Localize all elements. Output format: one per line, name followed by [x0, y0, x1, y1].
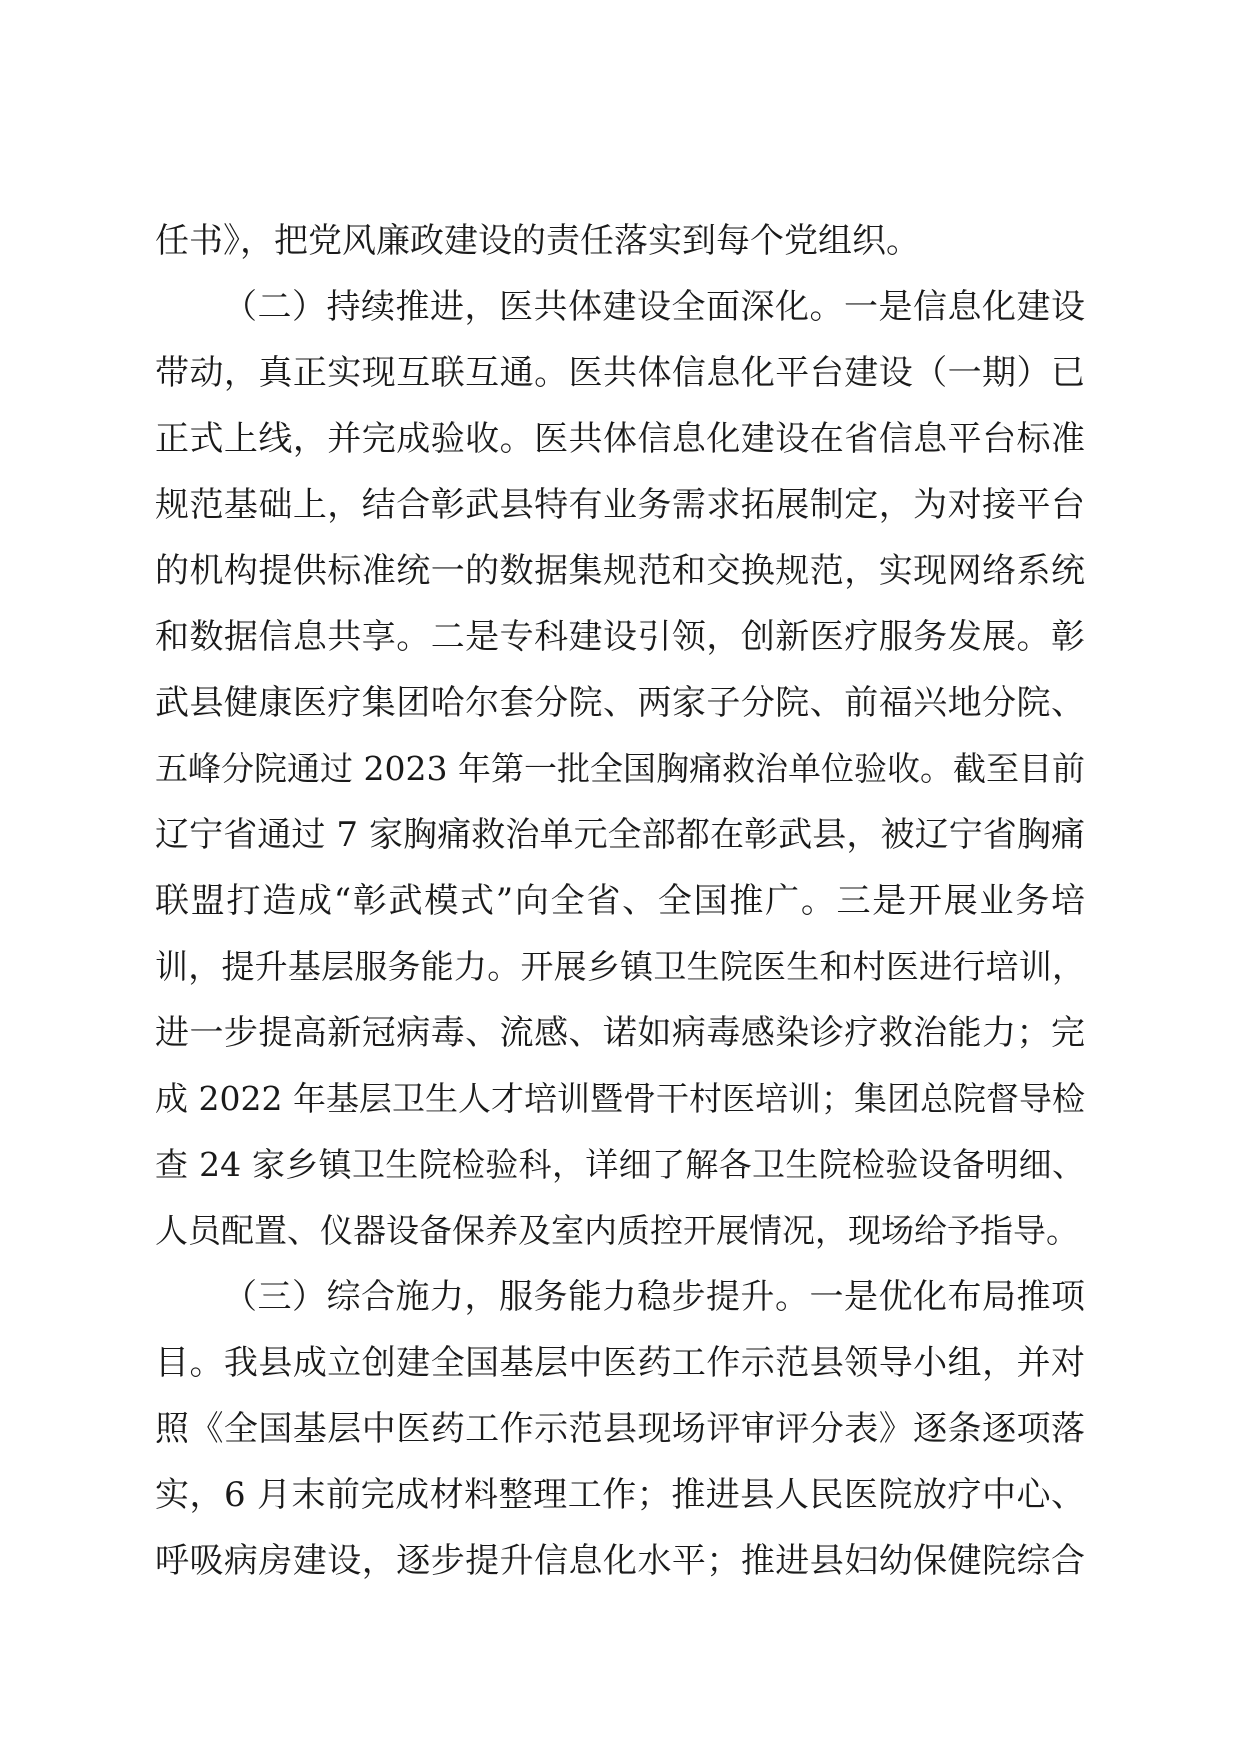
text-line: 照《全国基层中医药工作示范县现场评审评分表》逐条逐项落 [155, 1409, 1085, 1449]
text-line: 规范基础上，结合彰武县特有业务需求拓展制定，为对接平台 [155, 485, 1085, 525]
text-line: 查 24 家乡镇卫生院检验科，详细了解各卫生院检验设备明细、 [155, 1145, 1085, 1184]
paragraph-heading-line: （三）综合施力，服务能力稳步提升。一是优化布局推项 [223, 1277, 1085, 1317]
text-line: 呼吸病房建设，逐步提升信息化水平；推进县妇幼保健院综合 [155, 1541, 1085, 1581]
text-line: 实，6 月末前完成材料整理工作；推进县人民医院放疗中心、 [155, 1475, 1085, 1515]
text-line: 五峰分院通过 2023 年第一批全国胸痛救治单位验收。截至目前 [155, 749, 1085, 788]
text-line: 人员配置、仪器设备保养及室内质控开展情况，现场给予指导。 [155, 1211, 1079, 1250]
text-line: 武县健康医疗集团哈尔套分院、两家子分院、前福兴地分院、 [155, 683, 1085, 723]
text-line: 成 2022 年基层卫生人才培训暨骨干村医培训；集团总院督导检 [155, 1079, 1085, 1118]
body-text [155, 208, 1085, 1594]
text-line: 进一步提高新冠病毒、流感、诺如病毒感染诊疗救治能力；完 [155, 1013, 1085, 1053]
paragraph-heading-line: （二）持续推进，医共体建设全面深化。一是信息化建设 [223, 287, 1085, 327]
text-line: 训，提升基层服务能力。开展乡镇卫生院医生和村医进行培训， [155, 947, 1085, 986]
text-line: 正式上线，并完成验收。医共体信息化建设在省信息平台标准 [155, 419, 1085, 459]
text-line: 和数据信息共享。二是专科建设引领，创新医疗服务发展。彰 [155, 617, 1085, 657]
text-line: 辽宁省通过 7 家胸痛救治单元全部都在彰武县，被辽宁省胸痛 [155, 815, 1085, 855]
text-line: 目。我县成立创建全国基层中医药工作示范县领导小组，并对 [155, 1343, 1085, 1383]
text-line: 联盟打造成“彰武模式”向全省、全国推广。三是开展业务培 [155, 881, 1085, 921]
text-line: 带动，真正实现互联互通。医共体信息化平台建设（一期）已 [155, 353, 1085, 393]
text-line: 的机构提供标准统一的数据集规范和交换规范，实现网络系统 [155, 551, 1085, 591]
text-line: 任书》，把党风廉政建设的责任落实到每个党组织。 [155, 221, 920, 261]
